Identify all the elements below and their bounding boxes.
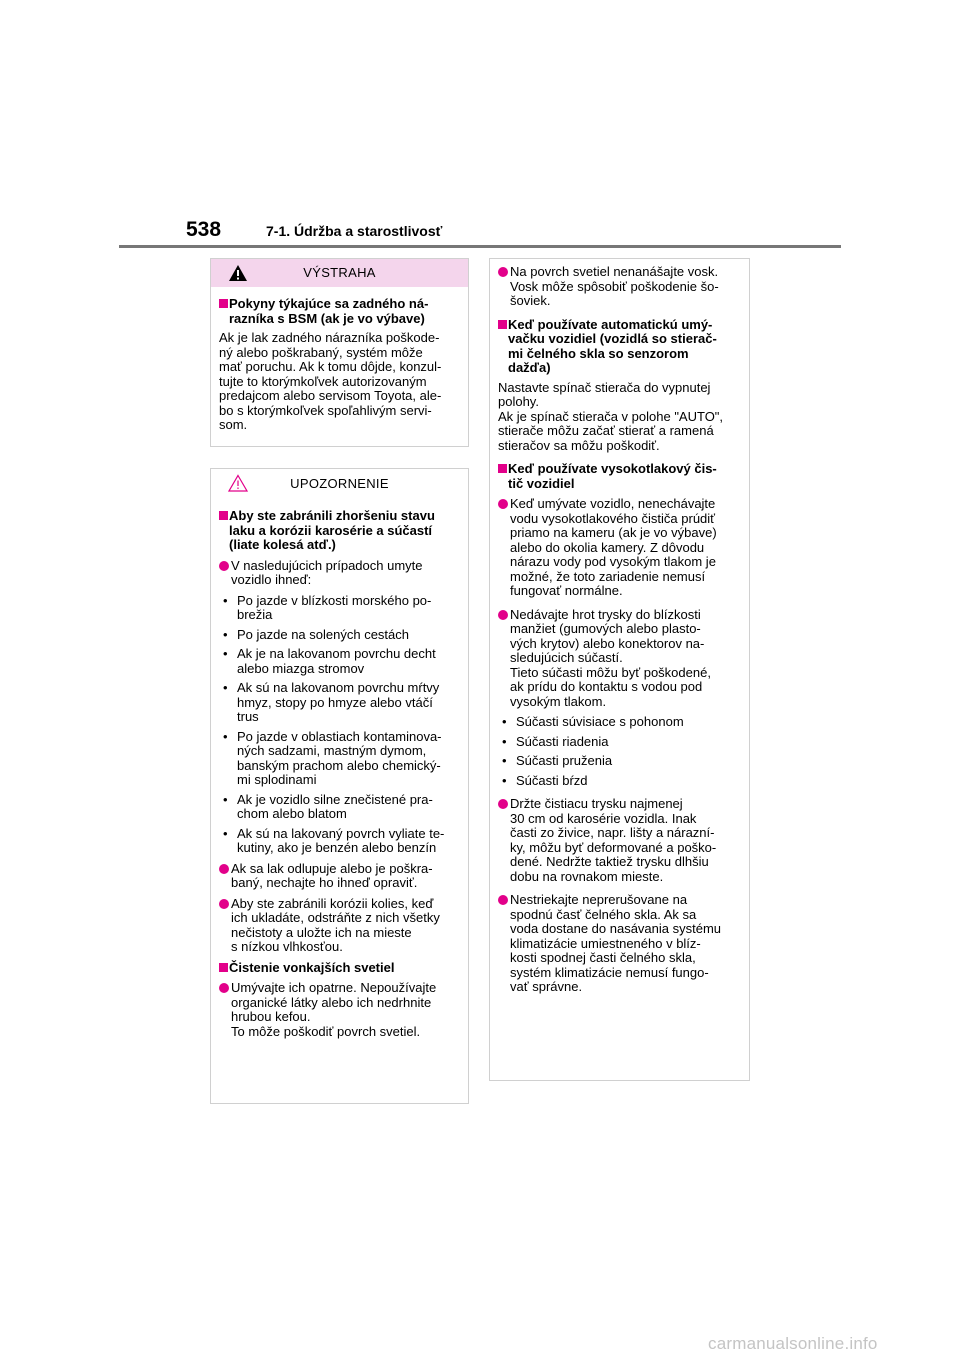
caution-item: Držte čistiacu trysku najmenej 30 cm od karosérie vozidla. Inak časti zo živice, napr. lišty a nárazní- ky, môžu byť deformované a poško- dené. Nedržte taktiež trysku dlhšiu dobu na rovnakom mieste. [498,797,742,884]
caution-title: UPOZORNENIE [290,476,389,491]
square-bullet-icon [219,511,228,520]
list-item: • Súčasti súvisiace s pohonom [502,714,684,729]
caution-item: Nedávajte hrot trysky do blízkosti manžiet (gumových alebo plasto- vých krytov) alebo konektorov na- sledujúcich súčastí. Tieto súčasti môžu byť poškodené, ak prídu do kontaktu s vodou pod vysokým tlakom. [498,608,742,710]
list-item: • Ak sú na lakovaný povrch vyliate te- kutiny, ako je benzén alebo benzín [223,825,445,855]
circle-bullet-icon [219,561,229,571]
caution-item: Aby ste zabránili korózii kolies, keď ich ukladáte, odstráňte z nich všetky nečistoty a uložte ich na mieste s nízkou vlhkosťou. [219,897,461,955]
warning-triangle-icon [228,264,248,282]
square-bullet-icon [498,320,507,329]
list-item: • Po jazde na solených cestách [223,626,409,642]
list-item: • Ak je na lakovanom povrchu decht alebo miazga stromov [223,646,436,676]
circle-bullet-icon [219,983,229,993]
square-bullet-icon [219,299,228,308]
caution-box [210,468,469,1104]
carwash-text: Nastavte spínač stierača do vypnutej polohy. Ak je spínač stierača v polohe "AUTO", stierače môžu začať stierať a ramená stieračov sa môžu poškodiť. [498,379,724,453]
list-item: • Ak je vozidlo silne znečistené pra- chom alebo blatom [223,791,433,821]
circle-bullet-icon [219,864,229,874]
circle-bullet-icon [219,899,229,909]
list-item: • Súčasti pruženia [502,753,613,768]
watermark-logo: carmanualsonline.info [708,1334,878,1353]
list-item: • Súčasti riadenia [502,733,609,749]
caution-continued-box [489,258,750,1081]
caution-header [211,469,468,499]
caution-item: Nestriekajte neprerušovane na spodnú časť čelného skla. Ak sa voda dostane do nasávania systému klimatizácie umiestneného v blíz- kosti spodnej časti čelného skla, systém klimatizácie nemusí fungo- vať správne. [498,893,742,995]
warning-title: VÝSTRAHA [303,265,376,280]
caution-item: V nasledujúcich prípadoch umyte vozidlo ihneď: [219,559,461,588]
circle-bullet-icon [498,895,508,905]
warning-heading: Pokyny týkajúce sa zadného ná- razníka s BSM (ak je vo výbave) [219,297,461,326]
caution-heading-1: Aby ste zabránili zhoršeniu stavu laku a korózii karosérie a súčastí (liate kolesá atď.) [219,509,461,553]
warning-box [210,258,469,447]
list-item: • Po jazde v oblastiach kontaminova- ných sadzami, mastným dymom, banským prachom alebo chemický- mi splodinami [223,728,442,787]
caution-triangle-icon [228,474,248,492]
square-bullet-icon [498,464,507,473]
list-item: • Súčasti bŕzd [502,772,588,788]
circle-bullet-icon [498,610,508,620]
pressure-washer-heading: Keď používate vysokotlakový čis- tič vozidiel [498,462,742,491]
caution-item: Na povrch svetiel nenanášajte vosk. Vosk môže spôsobiť poškodenie šo- šoviek. [498,265,742,309]
circle-bullet-icon [498,799,508,809]
warning-text: Ak je lak zadného nárazníka poškode- ný alebo poškrabaný, systém môže mať poruchu. Ak k tomu dôjde, konzul- tujte to ktorýmkoľvek autorizovaným predajcom alebo servisom Toyota, ale- bo s ktorýmkoľvek spoľahlivým servi- som. [219,330,442,432]
carwash-heading: Keď používate automatickú umý- vačku vozidiel (vozidlá so stierač- mi čelného skla so senzorom dažďa) [498,318,742,376]
caution-item: Umývajte ich opatrne. Nepoužívajte organické látky alebo ich nedrhnite hrubou kefou. To môže poškodiť povrch svetiel. [219,981,461,1039]
square-bullet-icon [219,963,228,972]
caution-item: Keď umývate vozidlo, nenechávajte vodu vysokotlakového čističa prúdiť priamo na kameru (ak je vo výbave) alebo do okolia kamery. Z dôvodu nárazu vody pod vysokým tlakom je možné, že toto zariadenie nemusí fungovať normálne. [498,497,742,599]
page-number: 538 [186,218,222,241]
caution-heading-2: Čistenie vonkajších svetiel [219,961,461,976]
list-item: • Po jazde v blízkosti morského po- brežia [223,592,432,622]
header-rule [119,245,841,248]
section-title: 7-1. Údržba a starostlivosť [266,223,443,239]
warning-header [211,259,468,287]
caution-item: Ak sa lak odlupuje alebo je poškra- baný, nechajte ho ihneď opraviť. [219,862,461,891]
circle-bullet-icon [498,499,508,509]
list-item: • Ak sú na lakovanom povrchu mŕtvy hmyz, stopy po hmyze alebo vtáčí trus [223,680,440,724]
circle-bullet-icon [498,267,508,277]
